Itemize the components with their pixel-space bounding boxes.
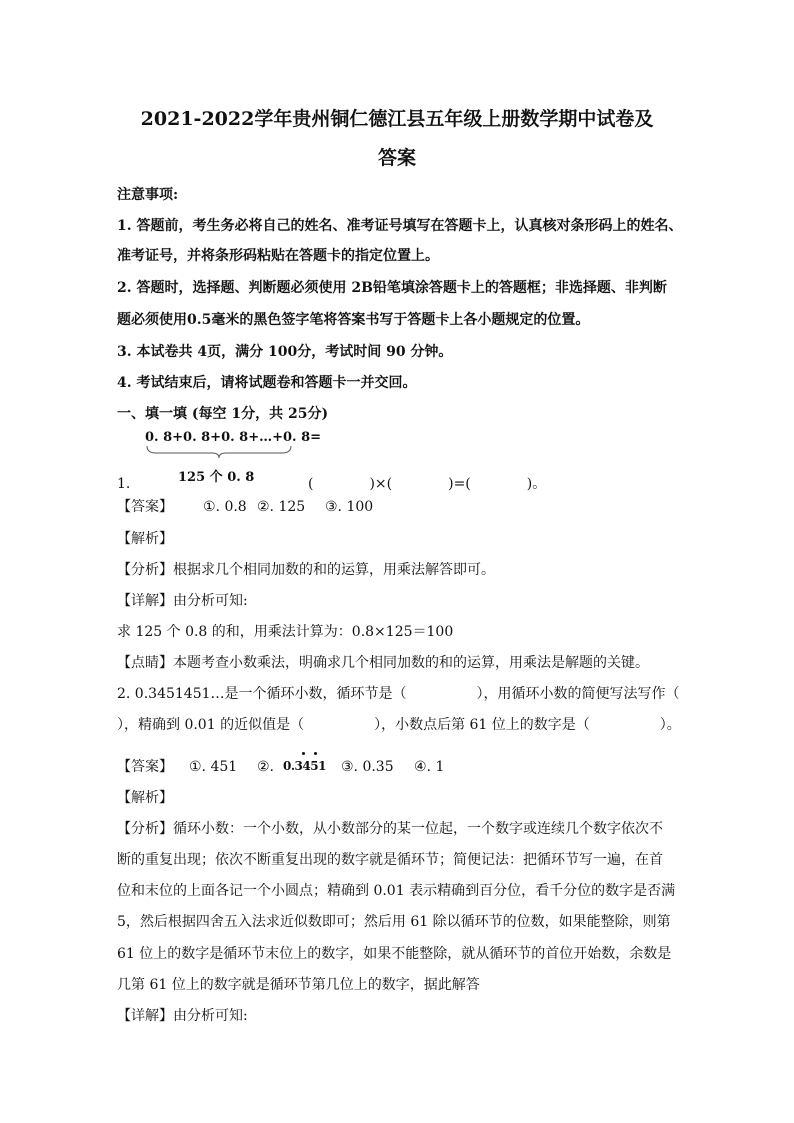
- q1-calc: 求 125 个 0.8 的和，用乘法计算为：0.8×125＝100: [117, 624, 454, 640]
- q2-fenxi-line: 几第 61 位上的数字就是循环节第几位上的数字，据此解答: [117, 977, 480, 993]
- q2-answer-label: 【答案】: [117, 759, 173, 775]
- q2-fenxi-line: 位和末位的上面各记一个小圆点；精确到 0.01 表示精确到百分位，看千分位的数字是否满: [117, 883, 676, 899]
- note-line: 3. 本试卷共 4页，满分 100分，考试时间 90 分钟。: [117, 344, 453, 360]
- q1-answer: ①. 0.8: [203, 499, 247, 515]
- title-line-1: 2021-2022学年贵州铜仁德江县五年级上册数学期中试卷及: [140, 108, 654, 130]
- note-line: 2. 答题时，选择题、判断题必须使用 2B铅笔填涂答题卡上的答题框；非选择题、非判断: [117, 280, 667, 296]
- q1-number: 1.: [117, 476, 131, 492]
- note-line: 准考证号，并将条形码粘贴在答题卡的指定位置上。: [117, 248, 439, 264]
- repeat-dot-icon: [302, 752, 305, 755]
- notes-heading: 注意事项:: [117, 187, 179, 203]
- repeating-decimal: 0.3451: [283, 759, 326, 773]
- q2-question: ），精确到 0.01 的近似值是（ ），小数点后第 61 位上的数字是（ ）。: [117, 717, 681, 733]
- q1-xiangjie: 【详解】由分析可知:: [117, 593, 248, 609]
- section-heading: 一、填一填 (每空 1分，共 25分): [117, 406, 329, 422]
- q1-analysis-label: 【解析】: [117, 531, 173, 547]
- q2-answer: ②.: [257, 759, 275, 775]
- q2-answer: ①. 451: [189, 759, 238, 775]
- q2-fenxi-line: 断的重复出现；依次不断重复出现的数字就是循环节；简便记法：把循环节写一遍，在首: [117, 852, 663, 868]
- q2-answer: ④. 1: [414, 759, 445, 775]
- repeat-dot-icon: [314, 752, 317, 755]
- q2-fenxi-line: 61 位上的数字是循环节末位上的数字，如果不能整除，就从循环节的首位开始数，余数是: [117, 946, 672, 962]
- q1-brace-label: 125 个 0. 8: [178, 470, 255, 485]
- q1-formula: 0. 8+0. 8+0. 8+…+0. 8=: [145, 430, 322, 445]
- q2-analysis-label: 【解析】: [117, 790, 173, 806]
- q2-fenxi-line: 【分析】循环小数：一个小数，从小数部分的某一位起，一个数字或连续几个数字依次不: [117, 821, 663, 837]
- note-line: 题必须使用0.5毫米的黑色签字笔将答案书写于答题卡上各小题规定的位置。: [117, 312, 590, 328]
- q1-answer-label: 【答案】: [117, 499, 173, 515]
- note-line: 4. 考试结束后，请将试题卷和答题卡一并交回。: [117, 375, 417, 391]
- q1-blanks: ( )×( )=( )。: [308, 476, 547, 492]
- q2-xiangjie: 【详解】由分析可知:: [117, 1008, 248, 1024]
- q1-dianjing: 【点睛】本题考查小数乘法，明确求几个相同加数的和的运算，用乘法是解题的关键。: [117, 655, 649, 671]
- note-line: 1. 答题前，考生务必将自己的姓名、准考证号填写在答题卡上，认真核对条形码上的姓名、: [117, 218, 683, 234]
- q2-question: 2. 0.3451451…是一个循环小数，循环节是（ ），用循环小数的简便写法写作（: [117, 686, 680, 702]
- title-line-2: 答案: [377, 147, 416, 169]
- q2-answer: ③. 0.35: [341, 759, 394, 775]
- q1-answer: ②. 125: [257, 499, 306, 515]
- q1-answer: ③. 100: [325, 499, 374, 515]
- q2-fenxi-line: 5，然后根据四舍五入法求近似数即可；然后用 61 除以循环节的位数，如果能整除，则第: [117, 914, 671, 930]
- brace-icon: [146, 445, 292, 459]
- q1-fenxi: 【分析】根据求几个相同加数的和的运算，用乘法解答即可。: [117, 562, 495, 578]
